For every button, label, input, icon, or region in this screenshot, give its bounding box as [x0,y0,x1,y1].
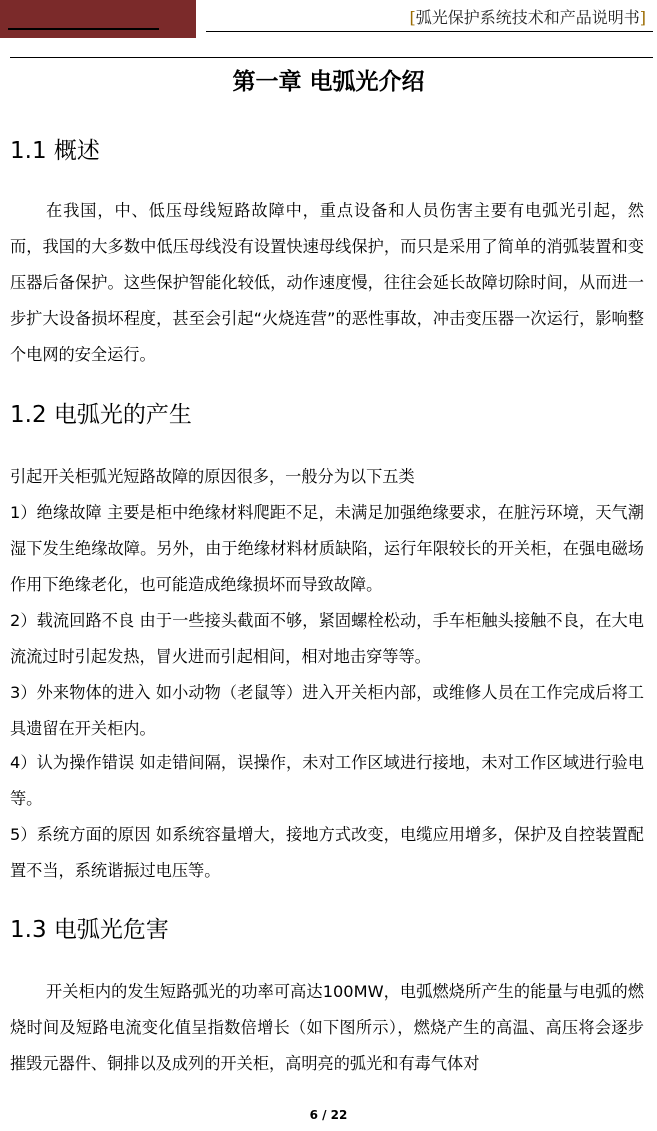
section-heading-1-1: 1.1 概述 [10,138,100,164]
chapter-title: 第一章 电弧光介绍 [232,69,425,95]
cause-item-5: 5）系统方面的原因 如系统容量增大，接地方式改变，电缆应用增多，保护及自控装置配置不当，系统谐振过电压等。 [10,825,644,880]
cause-item-1: 1）绝缘故障 主要是柜中绝缘材料爬距不足，未满足加强绝缘要求，在脏污环境，天气潮湿下发生绝缘故障。另外，由于绝缘材料材质缺陷，运行年限较长的开关柜，在强电磁场作用下绝缘老化，也可能造成绝缘损坏而导致故障。 [10,503,644,594]
cause-item-4: 4）认为操作错误 如走错间隔，误操作，未对工作区域进行接地，未对工作区域进行验电等。 [10,753,644,808]
cause-item-2: 2）载流回路不良 由于一些接头截面不够，紧固螺栓松动，手车柜触头接触不良，在大电流流过时引起发热，冒火进而引起相间，相对地击穿等等。 [10,611,644,666]
page-number: 6 / 22 [309,1108,348,1122]
section-1-2-intro: 引起开关柜弧光短路故障的原因很多，一般分为以下五类 [10,467,415,486]
header-brand-block [0,0,196,38]
section-heading-1-2: 1.2 电弧光的产生 [10,402,192,428]
header-bracket-close: ] [639,8,646,27]
section-1-3-paragraph: 开关柜内的发生短路弧光的功率可高达100MW，电弧燃烧所产生的能量与电弧的燃烧时间及短路电流变化值呈指数倍增长（如下图所示），燃烧产生的高温、高压将会逐步摧毁元器件、铜排以及成列的开关柜，高明亮的弧光和有毒气体对 [10,982,644,1073]
document-header-title [206,6,646,30]
header-brand-underline [8,28,159,30]
section-heading-1-3: 1.3 电弧光危害 [10,917,169,943]
header-bracket-open: [ [409,8,416,27]
header-underline [206,31,653,32]
header-title-text: 弧光保护系统技术和产品说明书 [415,8,640,27]
section-1-1-paragraph: 在我国，中、低压母线短路故障中，重点设备和人员伤害主要有电弧光引起，然而，我国的大多数中低压母线没有设置快速母线保护，而只是采用了简单的消弧装置和变压器后备保护。这些保护智能化较低，动作速度慢，往往会延长故障切除时间，从而进一步扩大设备损坏程度，甚至会引起“火烧连营”的恶性事故，冲击变压器一次运行，影响整个电网的安全运行。 [10,201,644,364]
cause-item-3: 3）外来物体的进入 如小动物（老鼠等）进入开关柜内部，或维修人员在工作完成后将工具遗留在开关柜内。 [10,683,644,738]
page-top-rule [10,57,653,58]
